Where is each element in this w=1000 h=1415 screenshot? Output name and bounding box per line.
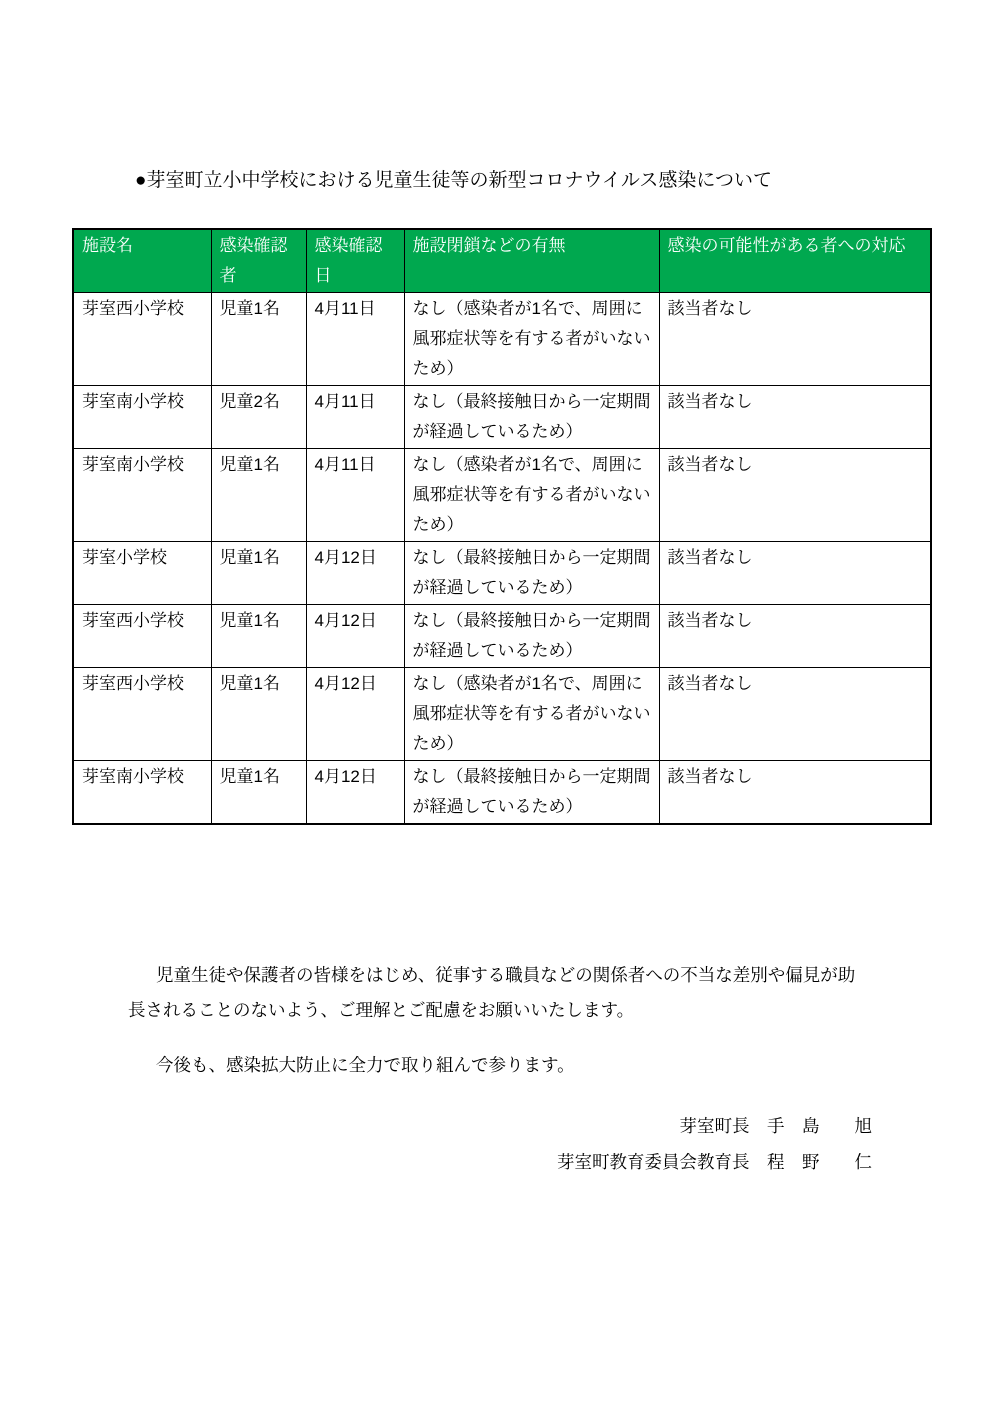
- confirmed-cell: 児童1名: [211, 668, 306, 761]
- table-header: [73, 229, 931, 293]
- column-header-confirmed-persons: 感染確認者: [211, 229, 306, 293]
- date-cell: 4月11日: [306, 449, 404, 542]
- confirmed-cell: 児童2名: [211, 386, 306, 449]
- response-cell: 該当者なし: [659, 605, 931, 668]
- response-cell: 該当者なし: [659, 449, 931, 542]
- table-row: [73, 761, 931, 825]
- facility-cell: 芽室西小学校: [73, 605, 211, 668]
- date-cell: 4月12日: [306, 761, 404, 825]
- response-cell: 該当者なし: [659, 668, 931, 761]
- confirmed-cell: 児童1名: [211, 449, 306, 542]
- confirmed-cell: 児童1名: [211, 605, 306, 668]
- confirmed-cell: 児童1名: [211, 293, 306, 386]
- response-cell: 該当者なし: [659, 761, 931, 825]
- response-cell: 該当者なし: [659, 542, 931, 605]
- date-cell: 4月11日: [306, 386, 404, 449]
- table-row: [73, 386, 931, 449]
- closure-cell: なし（最終接触日から一定期間が経過しているため）: [404, 761, 659, 825]
- date-cell: 4月12日: [306, 668, 404, 761]
- table-row: [73, 449, 931, 542]
- commitment-paragraph: 今後も、感染拡大防止に全力で取り組んで参ります。: [156, 1055, 575, 1075]
- column-header-facility: 施設名: [73, 229, 211, 293]
- signature-block: [128, 1108, 872, 1180]
- confirmed-cell: 児童1名: [211, 761, 306, 825]
- footer-block: [128, 958, 872, 1180]
- closure-cell: なし（最終接触日から一定期間が経過しているため）: [404, 605, 659, 668]
- table-header-row: [73, 229, 931, 293]
- closure-cell: なし（最終接触日から一定期間が経過しているため）: [404, 542, 659, 605]
- facility-cell: 芽室南小学校: [73, 449, 211, 542]
- table-row: [73, 668, 931, 761]
- column-header-response: 感染の可能性がある者への対応: [659, 229, 931, 293]
- date-cell: 4月11日: [306, 293, 404, 386]
- facility-cell: 芽室南小学校: [73, 386, 211, 449]
- table-row: [73, 605, 931, 668]
- facility-cell: 芽室西小学校: [73, 293, 211, 386]
- column-header-confirmed-date: 感染確認日: [306, 229, 404, 293]
- date-cell: 4月12日: [306, 605, 404, 668]
- closure-cell: なし（感染者が1名で、周囲に風邪症状等を有する者がいないため）: [404, 449, 659, 542]
- confirmed-cell: 児童1名: [211, 542, 306, 605]
- mayor-signature: 芽室町長 手 島 旭: [679, 1116, 872, 1136]
- superintendent-signature: 芽室町教育委員会教育長 程 野 仁: [557, 1152, 872, 1172]
- closure-cell: なし（感染者が1名で、周囲に風邪症状等を有する者がいないため）: [404, 293, 659, 386]
- facility-cell: 芽室西小学校: [73, 668, 211, 761]
- document-title: ●芽室町立小中学校における児童生徒等の新型コロナウイルス感染について: [135, 170, 772, 191]
- table-row: [73, 293, 931, 386]
- column-header-closure: 施設閉鎖などの有無: [404, 229, 659, 293]
- infection-table: [72, 228, 932, 825]
- table-row: [73, 542, 931, 605]
- facility-cell: 芽室小学校: [73, 542, 211, 605]
- closure-cell: なし（感染者が1名で、周囲に風邪症状等を有する者がいないため）: [404, 668, 659, 761]
- table-body: [73, 293, 931, 825]
- facility-cell: 芽室南小学校: [73, 761, 211, 825]
- response-cell: 該当者なし: [659, 293, 931, 386]
- response-cell: 該当者なし: [659, 386, 931, 449]
- closure-cell: なし（最終接触日から一定期間が経過しているため）: [404, 386, 659, 449]
- anti-discrimination-paragraph: 児童生徒や保護者の皆様をはじめ、従事する職員などの関係者への不当な差別や偏見が助長されることのないよう、ご理解とご配慮をお願いいたします。: [128, 965, 856, 1020]
- date-cell: 4月12日: [306, 542, 404, 605]
